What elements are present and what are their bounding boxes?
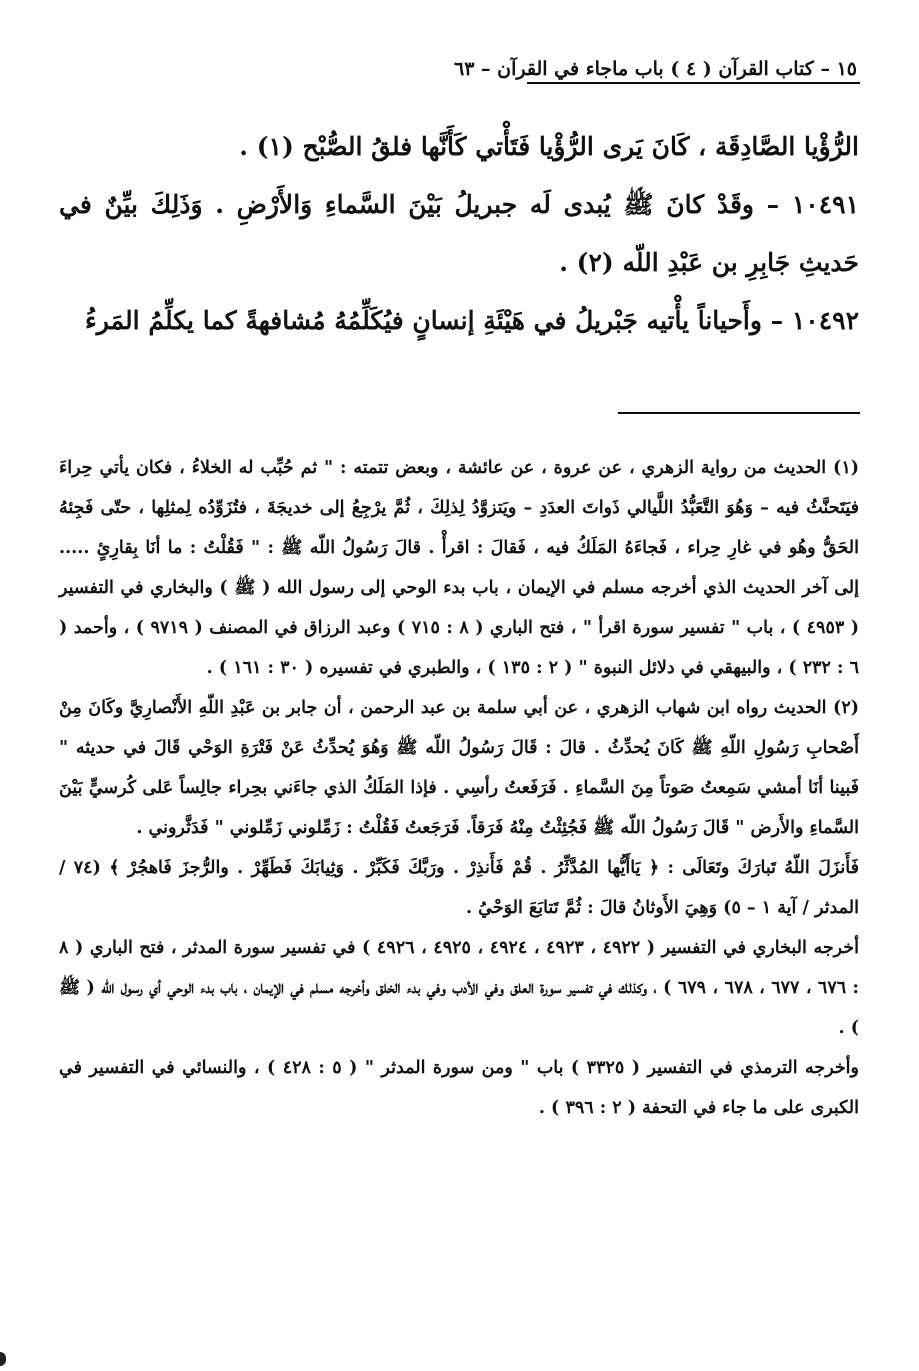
footnote-1: (١) الحديث من رواية الزهري ، عن عروة ، عن عائشة ، وبعض تتمته : " ثم حُبِّب له الخلاءُ ، فكان يأتي حِراءَ فيَتَحنَّثُ فيه – وَهُوَ التَّعَبُّدُ اللَّيالي ذَواتَ العدَدِ – ويَتزوَّدُ لِذلِكَ ، ثُمَّ يرْجِعُ إلى خديجَةَ ، فتُزَوِّدُه لِمثلِها ، حتّى فَجِئهُ الحَقُّ وهُو في غارِ حِراء ، فَجاءَهُ المَلَكُ فيه ، فَقالَ : اقرأْ . قالَ رَسُولُ اللّه ﷺ : " فَقُلْتُ : ما أنَا بِقارِئٍ ..... إلى آخر الحديث الذي أخرجه مسلم في الإيمان ، باب بدء الوحي إلى رسول الله ( ﷺ ) والبخاري في التفسير ( ٤٩٥٣ ) ، باب " تفسير سورة اقرأ " ، فتح الباري ( ٨ : ٧١٥ ) وعبد الرزاق في المصنف ( ٩٧١٩ ) ، وأحمد ( ٦ : ٢٣٢ ) ، والبيهقي في دلائل النبوة " ( ٢ : ١٣٥ ) ، والطبري في تفسيره ( ٣٠ : ١٦١ ) .	[59, 458, 859, 678]
main-paragraph-3: ١٠٤٩٢ – وأَحياناً يأْتيه جَبْريلُ في هَيْئَةِ إنسانٍ فيُكَلِّمُهُ مُشافهةً كما يكلِّمُ المَرءُ	[85, 306, 859, 335]
scan-edge-mark	[0, 1352, 6, 1366]
main-paragraph-2: ١٠٤٩١ – وقَدْ كانَ ﷺ يُبدى لَه جبريلُ بَيْنَ السَّماءِ وَالأَرْضِ . وَذَلِكَ بيِّنٌ في حَديثِ جَابِرِ بن عَبْدِ اللّه (٢) .	[59, 190, 859, 277]
footnote-2: (٢) الحديث رواه ابن شهاب الزهري ، عن أبي سلمة بن عبد الرحمن ، أن جابر بن عَبْدِ اللّهِ الأَنْصارِيَّ وكَانَ مِنْ أَصْحابِ رَسُولِ اللّهِ ﷺ كَانَ يُحدِّثُ . قالَ : قَالَ رَسُولُ اللّه ﷺ وَهُوَ يُحدِّثُ عَنْ فَتْرَةِ الوَحْي قَالَ في حديثه " فَبينا أنَا أمشي سَمِعتُ صَوتاً مِنَ السَّماءِ . فَرَفَعتُ رأسِي . فإذا المَلَكُ الذي جاءَني بحِراء جالِساً عَلى كُرسيٍّ بَيْنَ السَّماءِ والأَرض " قَالَ رَسُولُ اللّه ﷺ فَجُئِثْتُ مِنْهُ فَرَقاً. فَرَجَعتُ فَقُلْتُ : زَمِّلوني زَمِّلوني " فَدَثَّروني .	[59, 698, 859, 838]
footnote-rule	[618, 412, 860, 414]
footnote-2-quran-verse: فَأَنزَلَ اللّهُ تَبارَكَ وتَعَالَى : ﴿ يَاأَيُّها المُدَّثِّرُ . قُمْ فَأَنذِرْ . ورَبَّكَ فَكَبِّرْ . وَثِيابَكَ فَطَهِّرْ . والرُّجزَ فَاهجُرْ ﴾ (٧٤ / المدثر / آية ١ – ٥) وَهِيَ الأَوثانُ قالَ : ثُمَّ تَتابَعَ الوَحْيُ .	[59, 858, 860, 918]
header-rule	[527, 82, 860, 84]
main-paragraph-1: الرُّؤْيا الصَّادِقَة ، كَانَ يَرى الرُّؤْيا فَتَأْتي كَأَنَّها فلقُ الصُّبْح (١) .	[239, 132, 859, 161]
main-text	[59, 118, 859, 350]
footnote-2-bukhari: أخرجه البخاري في التفسير ( ٤٩٢٢ ، ٤٩٢٣ ، ٤٩٢٤ ، ٤٩٢٥ ، ٤٩٢٦ ) في تفسير سورة المدثر ، فتح الباري ( ٨ : ٦٧٦ ، ٦٧٧ ، ٦٧٨ ، ٦٧٩ ) ، وكذلك في تفسير سورة العلق وفي الأدب وفي بدء الخلق وأخرجه مسلم في الإيمان ، باب بدء الوحي أي رسول الله ( ﷺ ) .	[59, 938, 859, 1038]
footnote-2-tirmidhi: وأخرجه الترمذي في التفسير ( ٣٣٢٥ ) باب " ومن سورة المدثر " ( ٥ : ٤٢٨ ) ، والنسائي في التفسير في الكبرى على ما جاء في التحفة ( ٢ : ٣٩٦ ) .	[59, 1058, 859, 1118]
running-header: ١٥ – كتاب القرآن ( ٤ ) باب ماجاء في القرآن – ٦٣	[454, 58, 857, 80]
footnotes	[59, 448, 859, 1128]
